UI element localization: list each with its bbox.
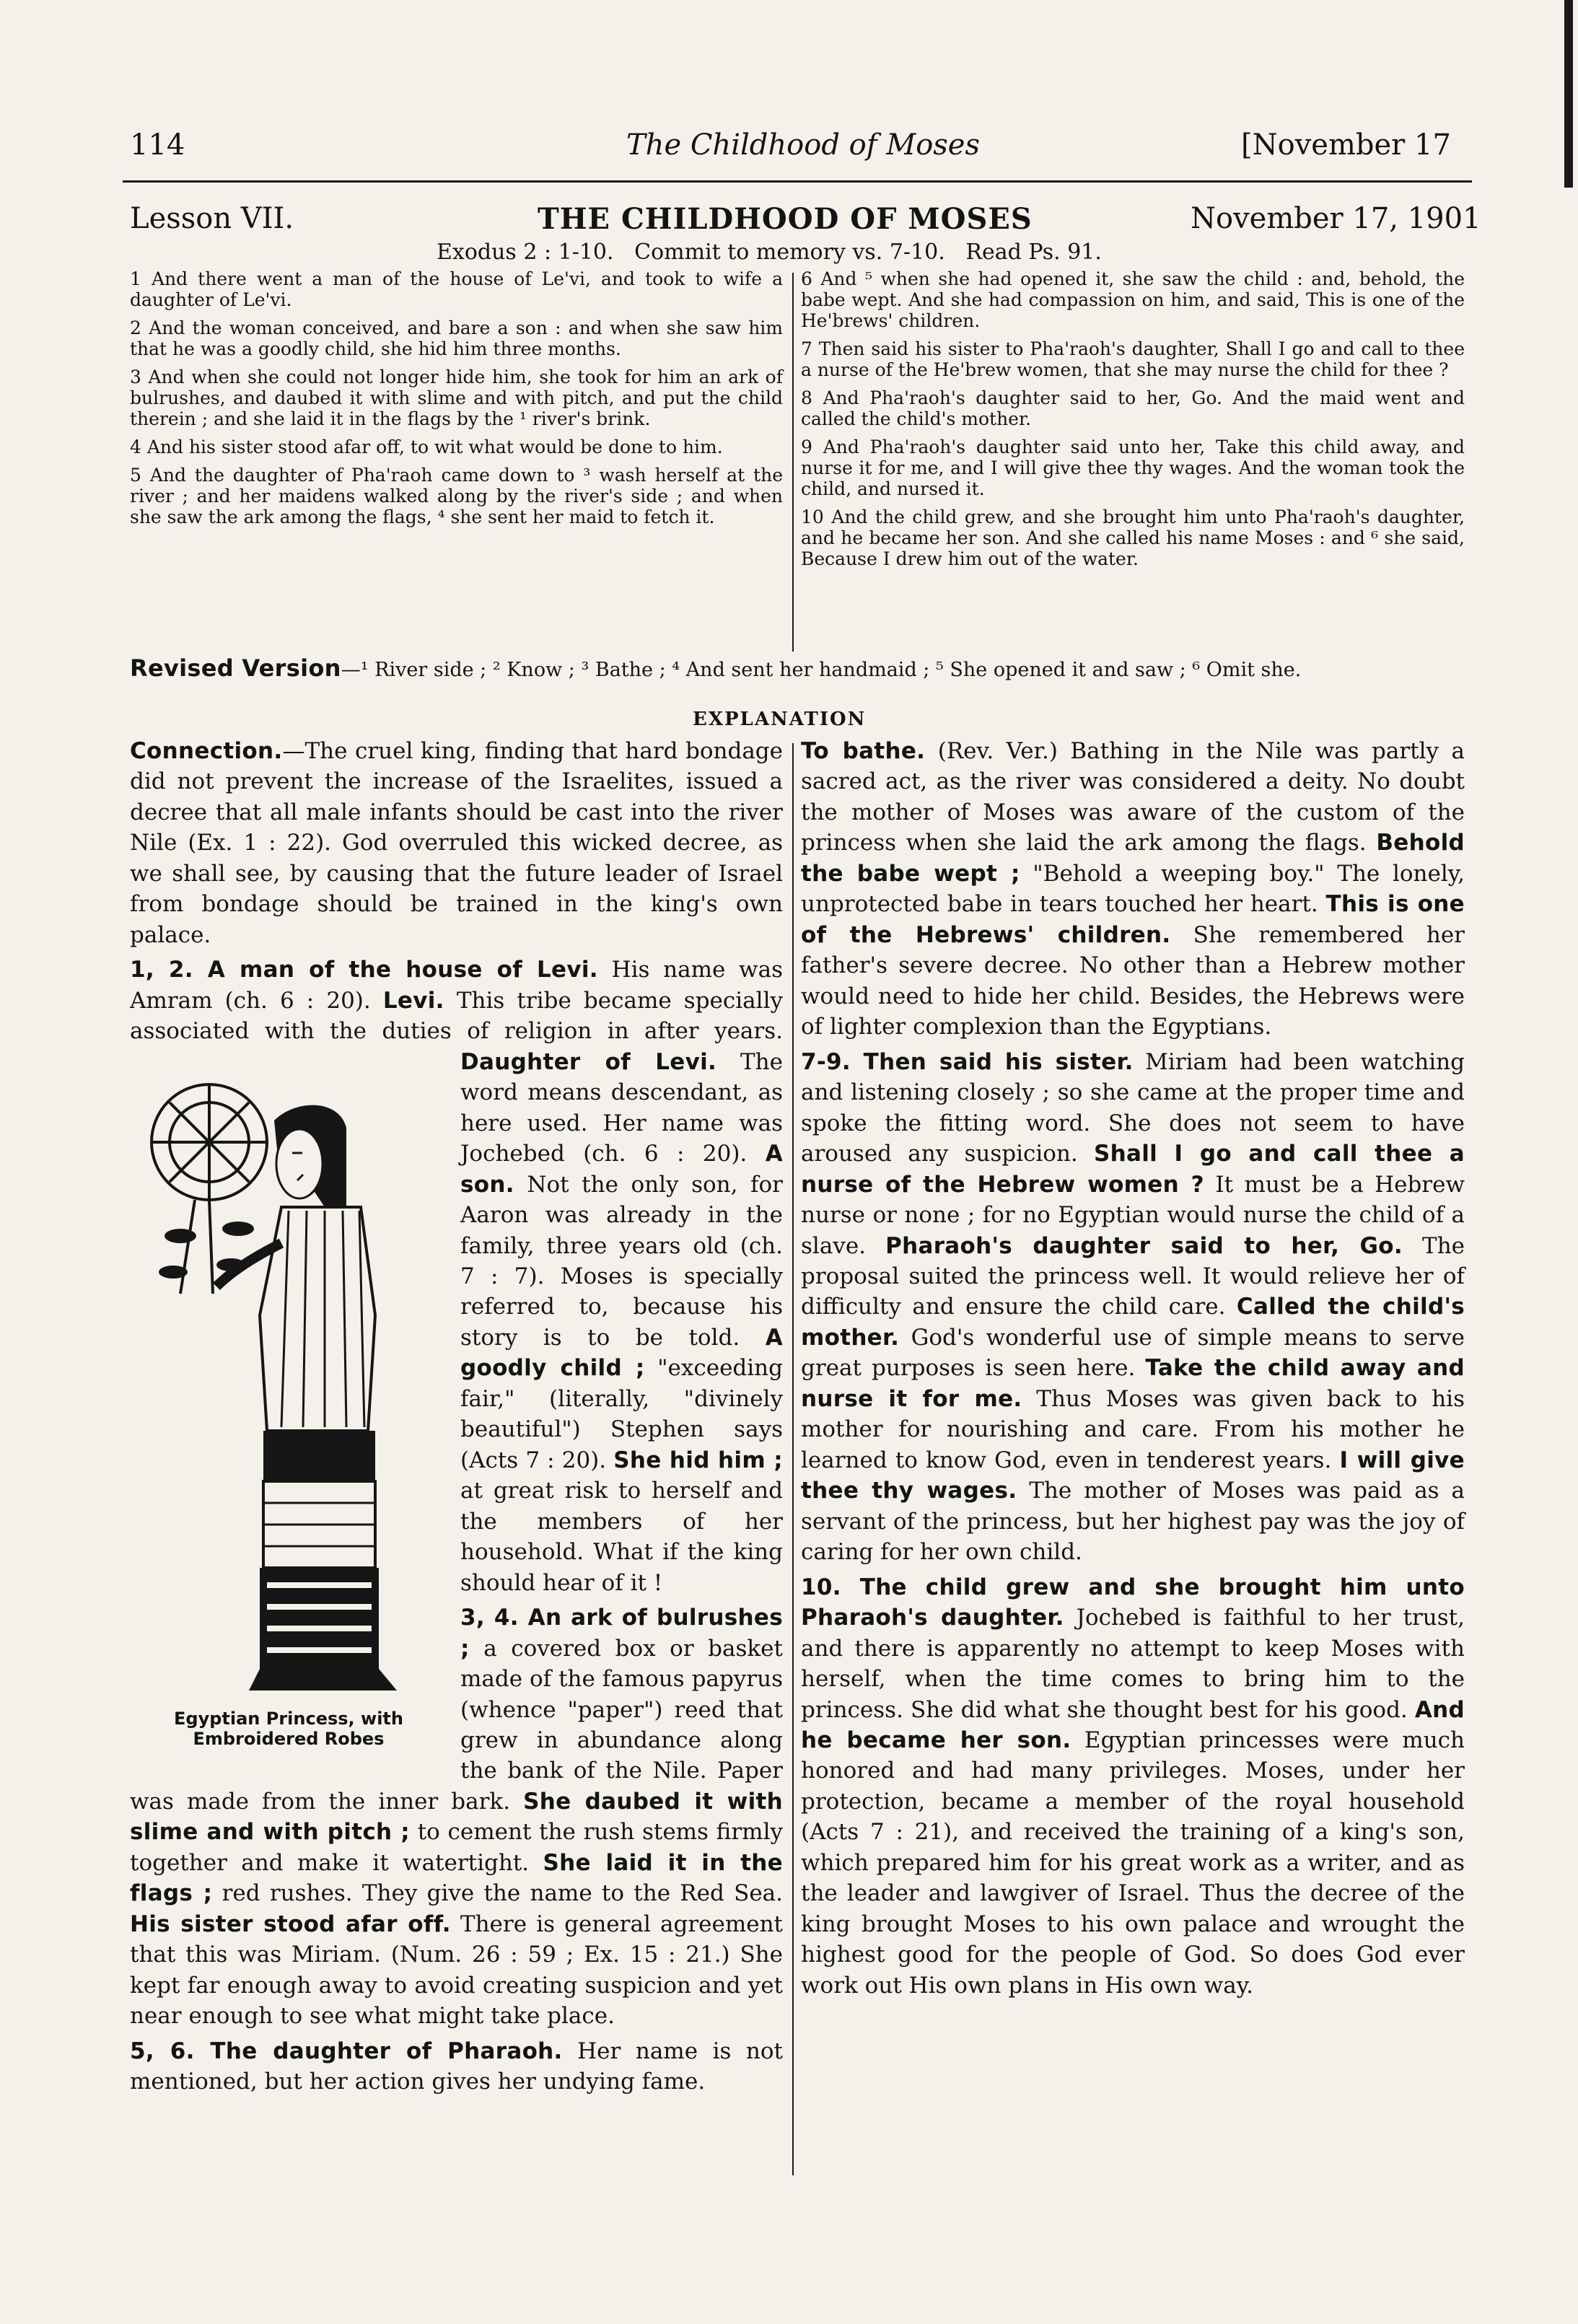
caption-line-1: Egyptian Princess, with	[174, 1708, 403, 1729]
goodly-text: "exceeding fair," (literally, "divinely beautiful") Stephen says (Acts 7 : 20).	[460, 1355, 783, 1473]
verse: 10 And the child grew, and she brought him unto Pha'raoh's daughter, and he became her son. And she called his name Moses : and ⁶ she said, Because I drew him out of the water.	[801, 507, 1465, 569]
page-number: 114	[130, 128, 185, 162]
daubed-label: She daubed it with slime and with pitch ;	[130, 1788, 784, 1846]
bathe-text: (Rev. Ver.) Bathing in the Nile was partly a sacred act, as the river was considered a deity. No doubt the mother of Moses was aware of the custom of the princess when she laid the ark among the flags.	[801, 738, 1465, 856]
verse: 8 And Pha'raoh's daughter said to her, Go. And the maid went and called the child's mother.	[801, 387, 1465, 429]
levi-text: This tribe became specially associated with the duties of religion in after years.	[130, 987, 783, 1045]
daubed-text: to cement the rush stems firmly together and make it watertight.	[130, 1819, 783, 1876]
verse: 4 And his sister stood afar off, to wit what would be done to him.	[130, 437, 723, 457]
verse: 6 And ⁵ when she had opened it, she saw the child : and, behold, the babe wept. And she had compassion on him, and said, This is one of the He'brews' children.	[801, 268, 1465, 331]
revised-version-text: —¹ River side ; ² Know ; ³ Bathe ; ⁴ And sent her handmaid ; ⁵ She opened it and saw ; ⁶ Omit she.	[341, 659, 1302, 681]
wages-label: I will give thee thy wages.	[801, 1447, 1465, 1504]
caption-line-2: Embroidered Robes	[193, 1729, 385, 1750]
v79-text: Miriam had been watching and listening closely ; so she came at the proper time and spoke the fitting word. She does not seem to have aroused any suspicion.	[801, 1048, 1465, 1167]
go-label: Pharaoh's daughter said to her, Go.	[885, 1232, 1403, 1259]
princess-illustration	[130, 1056, 447, 1705]
daughter-label: Daughter of Levi.	[460, 1048, 717, 1075]
wept-label: Behold the babe wept ;	[801, 830, 1465, 887]
hid-label: She hid him ;	[613, 1447, 783, 1473]
son-text: Not the only son, for Aaron was already in the family, three years old (ch. 7 : 7). Moses is specially referred to, because his story is to be told.	[460, 1171, 783, 1351]
wept-text: "Behold a weeping boy." The lonely, unprotected babe in tears touched her heart.	[801, 860, 1465, 918]
explanation-left-column	[130, 736, 783, 2102]
hebrews-label: This is one of the Hebrews' children.	[801, 891, 1465, 948]
sister-label: His sister stood afar off.	[130, 1911, 451, 1937]
levi-label: Levi.	[382, 987, 444, 1014]
v56-text: Her name is not mentioned, but her action gives her undying fame.	[130, 2038, 783, 2095]
verse: 7 Then said his sister to Pha'raoh's daughter, Shall I go and call to thee a nurse of the He'brew women, that she may nurse the child for thee ?	[801, 338, 1465, 380]
v56-label: 5, 6. The daughter of Pharaoh.	[130, 2038, 563, 2064]
header-date: [November 17	[1241, 128, 1451, 162]
revised-version	[130, 654, 1472, 683]
called-text: God's wonderful use of simple means to serve great purposes is seen here.	[801, 1324, 1465, 1382]
revised-version-label: Revised Version	[130, 654, 341, 682]
verse: 3 And when she could not longer hide him, she took for him an ark of bulrushes, and daubed it with slime and with pitch, and put the child therein ; and she laid it in the flags by the ¹ river's brink.	[130, 367, 783, 429]
scripture-column-divider	[792, 273, 794, 652]
explanation-heading: EXPLANATION	[693, 709, 867, 730]
v10-text: Jochebed is faithful to her trust, and there is apparently no attempt to keep Moses with herself, when the time comes to bring him to the princess. She did what she thought best for his good.	[801, 1605, 1465, 1723]
scripture-left-column	[130, 268, 783, 535]
verse: 2 And the woman conceived, and bare a son : and when she saw him that he was a goodly child, she hid him three months.	[130, 317, 783, 359]
hebrews-text: She remembered her father's severe decree. No other than a Hebrew mother would need to hide her child. Besides, the Hebrews were of lighter complexion than the Egyptians.	[801, 921, 1465, 1040]
lesson-title: THE CHILDHOOD OF MOSES	[538, 202, 1033, 236]
lesson-date: November 17, 1901	[1191, 202, 1481, 235]
became-label: And he became her son.	[801, 1696, 1465, 1753]
called-label: Called the child's mother.	[801, 1294, 1465, 1351]
explanation-column-divider	[792, 743, 794, 2175]
figure-caption	[130, 1709, 447, 1750]
lesson-number: Lesson VII.	[130, 202, 294, 235]
explanation-right-column	[801, 736, 1465, 2005]
flags-text: red rushes. They give the name to the Red Sea.	[212, 1880, 783, 1907]
go-text: The proposal suited the princess well. It would relieve her of difficulty and ensure the child care.	[801, 1232, 1465, 1320]
scripture-right-column	[801, 268, 1465, 576]
v34-text: a covered box or basket made of the famous papyrus (whence "paper") reed that grew in abundance along the bank of the Nile. Paper was made from the inner bark.	[130, 1635, 783, 1815]
v34-label: 3, 4. An ark of bulrushes ;	[460, 1605, 783, 1662]
nurse-label: Shall I go and call thee a nurse of the Hebrew women ?	[801, 1141, 1465, 1198]
header-rule	[123, 180, 1472, 183]
connection-label: Connection.	[130, 738, 283, 764]
v10-label: 10. The child grew and she brought him unto Pharaoh's daughter.	[801, 1574, 1465, 1631]
daughter-text: The word means descendant, as here used. Her name was Jochebed (ch. 6 : 20).	[460, 1048, 783, 1167]
wages-text: The mother of Moses was paid as a servant of the princess, but her highest pay was the joy of caring for her own child.	[801, 1478, 1465, 1566]
v12-text: His name was Amram (ch. 6 : 20).	[130, 957, 783, 1014]
v12-label: 1, 2. A man of the house of Levi.	[130, 957, 598, 983]
take-label: Take the child away and nurse it for me.	[801, 1355, 1465, 1412]
lesson-reference: Exodus 2 : 1-10. Commit to memory vs. 7-10. Read Ps. 91.	[437, 240, 1102, 265]
goodly-label: A goodly child ;	[460, 1324, 783, 1382]
verse: 9 And Pha'raoh's daughter said unto her, Take this child away, and nurse it for me, and I will give thee thy wages. And the woman took the child, and nursed it.	[801, 437, 1465, 499]
binding-edge-mark	[1564, 0, 1573, 188]
verse: 1 And there went a man of the house of Le'vi, and took to wife a daughter of Le'vi.	[130, 268, 783, 310]
became-text: Egyptian princesses were much honored and had many privileges. Moses, under her protection, became a member of the royal household (Acts 7 : 21), and received the training of a king's son, which prepared him for his great work as a writer, and as the leader and lawgiver of Israel. Thus the decree of the king brought Moses to his own palace and wrought the highest good for the people of God. So does God ever work out His own plans in His own way.	[801, 1727, 1465, 1999]
running-title: The Childhood of Moses	[626, 128, 980, 162]
egyptian-princess-figure	[130, 1056, 447, 1763]
hid-text: at great risk to herself and the members of her household. What if the king should hear of it !	[460, 1478, 783, 1596]
connection-text: —The cruel king, finding that hard bondage did not prevent the increase of the Israelites, issued a decree that all male infants should be cast into the river Nile (Ex. 1 : 22). God overruled this wicked decree, as we shall see, by causing that the future leader of Israel from bondage should be trained in the king's own palace.	[130, 738, 783, 948]
son-label: A son.	[460, 1141, 783, 1198]
take-text: Thus Moses was given back to his mother for nourishing and care. From his mother he learned to know God, even in tenderest years.	[801, 1385, 1465, 1473]
sister-text: There is general agreement that this was Miriam. (Num. 26 : 59 ; Ex. 15 : 21.) She kept far enough away to avoid creating suspicion and yet near enough to see what might take place.	[130, 1911, 783, 2030]
verse: 5 And the daughter of Pha'raoh came down to ³ wash herself at the river ; and her maidens walked along by the river's side ; and when she saw the ark among the flags, ⁴ she sent her maid to fetch it.	[130, 465, 783, 527]
v79-label: 7-9. Then said his sister.	[801, 1048, 1134, 1075]
nurse-text: It must be a Hebrew nurse or none ; for no Egyptian would nurse the child of a slave.	[801, 1171, 1465, 1259]
flags-label: She laid it in the flags ;	[130, 1849, 784, 1907]
bathe-label: To bathe.	[801, 738, 926, 764]
